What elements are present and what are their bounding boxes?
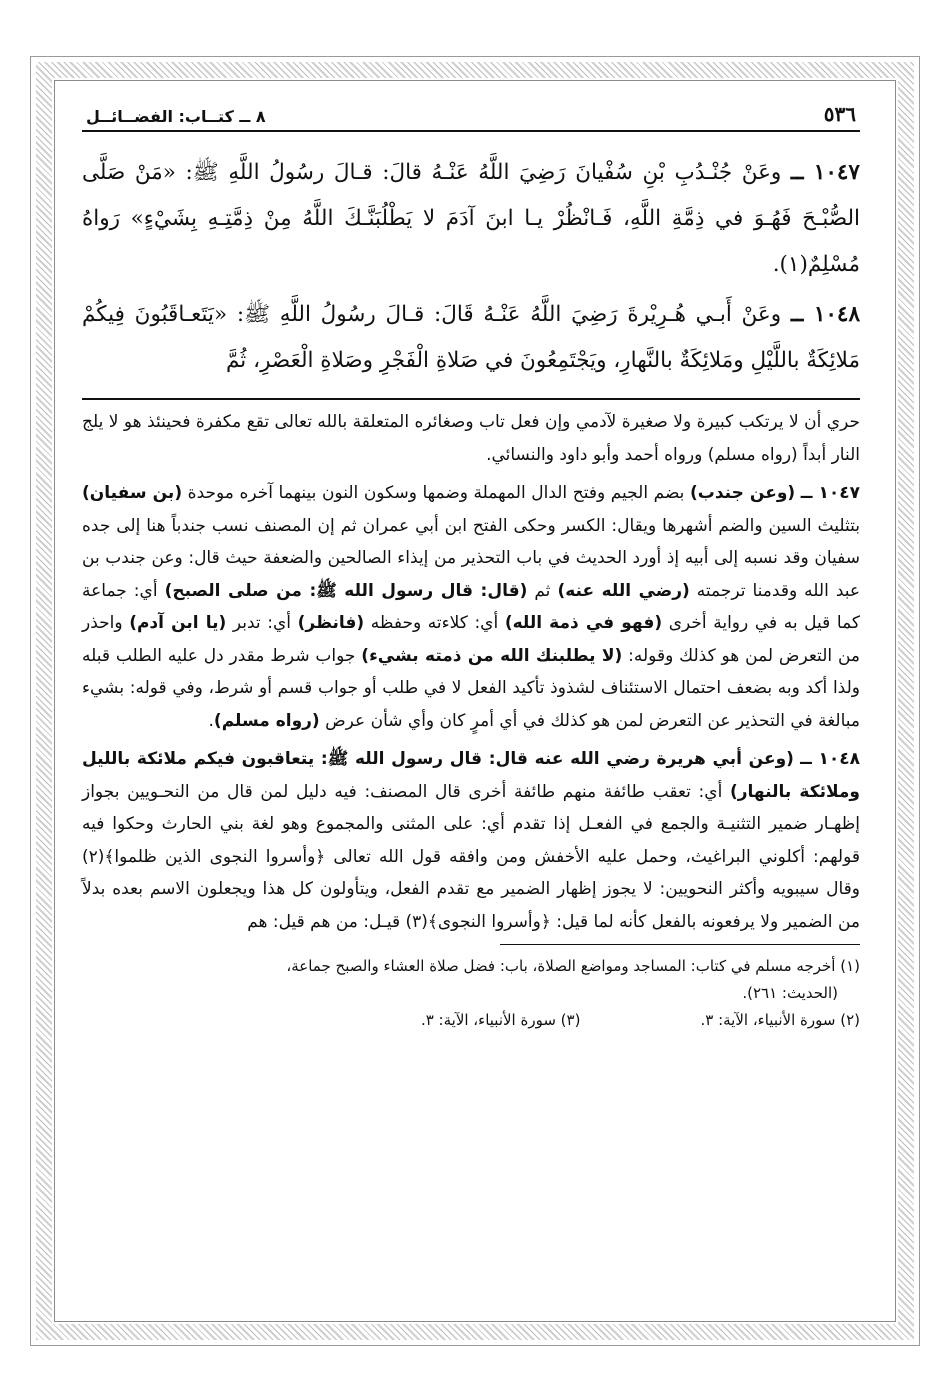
page-content [82, 92, 860, 1322]
footnote-1: (١) أخرجه مسلم في كتاب: المساجد ومواضع الصلاة، باب: فضل صلاة العشاء والصبح جماعة، [286, 957, 860, 975]
commentary-quote: (لا يطلبنك الله من ذمته بشيء) [361, 645, 623, 666]
hadith-1048 [82, 292, 860, 384]
commentary-divider [82, 398, 860, 400]
hadith-number: ١٠٤٧ ــ [790, 160, 860, 185]
commentary-number: ١٠٤٨ ــ [800, 749, 861, 769]
hadith-text: وعَنْ جُنْـدُبِ بْنِ سُفْيانَ رَضِيَ اللَّهُ عَنْـهُ قالَ: قـالَ رسُولُ اللَّهِ ﷺ: «مَنْ صَلَّى الصُّبْـحَ فَهُـوَ في ذِمَّةِ اللَّهِ، فَـانْظُرْ يـا ابنَ آدَمَ لا يَطْلُبَنَّـكَ اللَّهُ مِنْ ذِمَّتِـهِ بِشَيْءٍ» رَواهُ مُسْلِمٌ(١). [82, 160, 860, 277]
commentary-quote: (بن سفيان) [82, 483, 183, 503]
commentary-text: واحذر من التعرض لمن هو كذلك وقوله: [82, 613, 860, 666]
commentary-quote: (رضي الله عنه) [557, 580, 690, 601]
commentary-quote: (فانظر) [297, 613, 365, 633]
commentary-text: ثم [527, 580, 558, 601]
commentary-text: أي: جماعة كما قيل به في رواية أخرى [82, 580, 861, 633]
commentary-quote: (فهو في ذمة الله) [504, 613, 663, 633]
hadith-number: ١٠٤٨ ــ [790, 302, 861, 327]
hadith-text: وعَنْ أَبـي هُـرِيْرةَ رَضِيَ اللَّهُ عَنْـهُ قَالَ: قـالَ رسُولُ اللَّهِ ﷺ: «يَتَعـاقَبُونَ فِيكُمْ مَلائِكَةٌ باللَّيْلِ ومَلائِكَةٌ بالنَّهارِ، ويَجْتَمِعُونَ في صَلاةِ الْفَجْرِ وصَلاةِ الْعَصْرِ، ثُمَّ [82, 302, 860, 373]
commentary-text: . [208, 710, 214, 731]
hadith-1047 [82, 150, 860, 288]
page-number: ٥٣٦ [823, 102, 856, 126]
commentary-text: جواب شرط مقدر دل عليه الطلب قبله ولذا أكد وبه بضعف احتمال الاستئناف لشذوذ تأكيد الفعل لا في طلب أو جواب قسم أو شرط، وفي قوله: بشيء مبالغة في التحذير عن التعرض لمن هو كذلك في أي أمرٍ كان وأي شأن عرض [82, 645, 860, 731]
footnote-divider [500, 944, 860, 945]
footnote-1-continued: (الحديث: ٢٦١). [742, 984, 838, 1002]
page-header [82, 92, 860, 132]
commentary-quote: (وعن أبي هريرة رضي الله عنه قال: قال رسول الله ﷺ: يتعاقبون فيكم ملائكة بالليل وملائكة بالنهار) [82, 749, 860, 802]
commentary-quote: (قال: قال رسول الله ﷺ: من صلى الصبح) [164, 580, 528, 601]
commentary-text: أي: كلاءته وحفظه [364, 613, 505, 633]
commentary-quote: (وعن جندب) [689, 483, 796, 503]
commentary-text: بتثليث السين والضم أشهرها ويقال: الكسر وحكى الفتح ابن أبي عمران ثم إن المصنف نسب جندباً هنا إلى جده سفيان وقد نسبه إلى أبيه إذ أورد الحديث في باب التحذير من إيذاء الصالحين والضعفة حيث قال: وعن جندب بن عبد الله وقدمنا ترجمته [82, 515, 861, 601]
commentary-paragraph-1047 [82, 477, 860, 737]
commentary-text: أي: تدبر [226, 613, 298, 633]
running-title: ٨ ــ كتــاب: الفضــائــل [86, 107, 266, 126]
footnote-3: (٣) سورة الأنبياء، الآية: ٣. [420, 1011, 581, 1029]
footnote-row [82, 1007, 860, 1034]
commentary-text: بضم الجيم وفتح الدال المهملة وضمها وسكون النون بينهما آخره موحدة [182, 483, 690, 503]
commentary-quote: (رواه مسلم) [213, 710, 320, 731]
footnotes [82, 953, 860, 1034]
commentary-paragraph-1048 [82, 743, 860, 938]
commentary-paragraph-1: حري أن لا يرتكب كبيرة ولا صغيرة لآدمي وإن فعل تاب وصغائره المتعلقة بالله تعالى تقع مكفرة فحينئذ هو لا يلج النار أبداً (رواه مسلم) ورواه أحمد وأبو داود والنسائي. [82, 412, 860, 465]
footnote-2: (٢) سورة الأنبياء، الآية: ٣. [700, 1011, 860, 1029]
commentary-number: ١٠٤٧ ــ [800, 483, 860, 503]
commentary-text: أي: تعقب طائفة منهم طائفة أخرى قال المصنف: فيه دليل لمن قال من النحـويين بجواز إظهـار ضمير التثنيـة والجمع في الفعـل إذا تقدم أي: على المثنى والمجموع وهو لغة بني الحارث وحكوا فيه قولهم: أكلوني البراغيث، وحمل عليه الأخفش ومن وافقه قول الله تعالى ﴿وأسروا النجوى الذين ظلموا﴾(٢) وقال سيبويه وأكثر النحويين: لا يجوز إظهار الضمير مع تقدم الفعل، ويتأولون كل هذا ويجعلون الاسم بعده بدلاً من الضمير ولا يرفعونه بالفعل كأنه لما قيل: ﴿وأسروا النجوى﴾(٣) قيـل: من هم قيل: هم [82, 781, 860, 932]
commentary-quote: (يا ابن آدم) [129, 613, 227, 633]
